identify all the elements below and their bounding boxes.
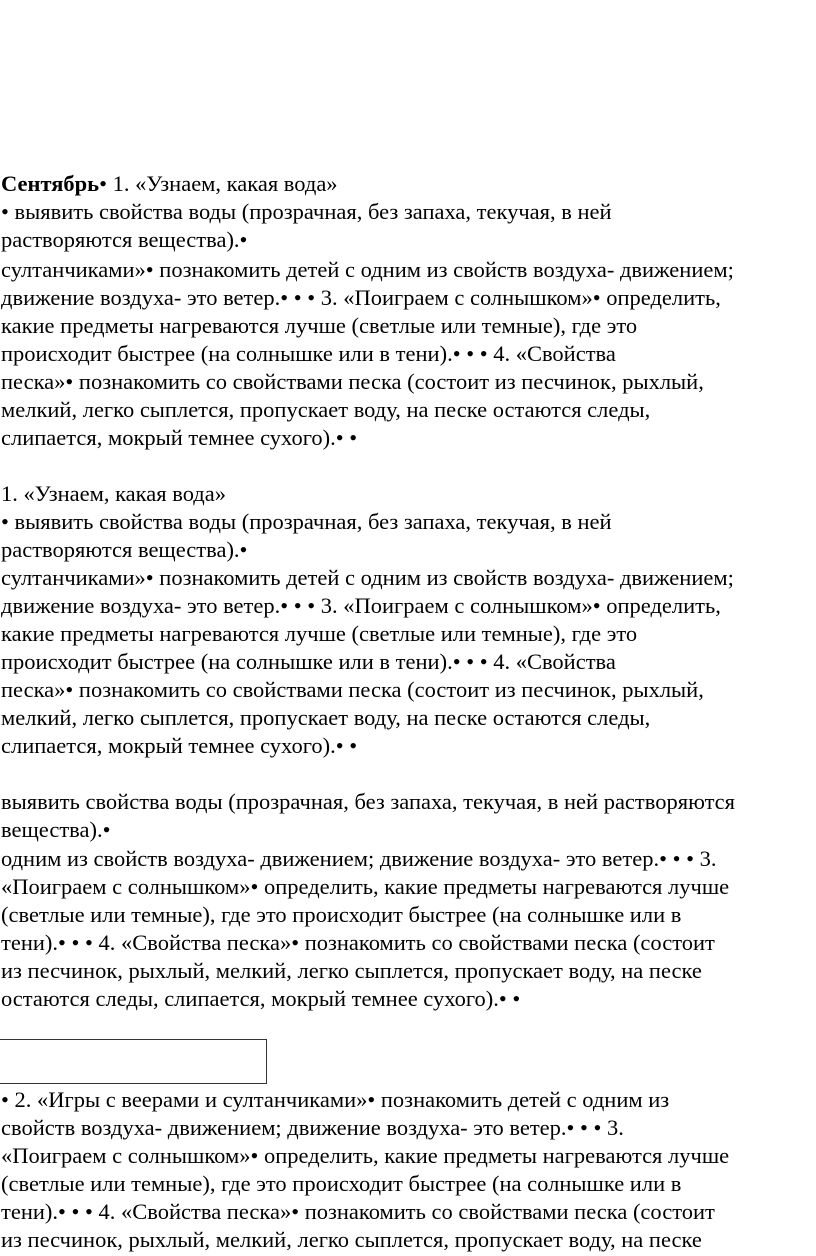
paragraph-line: 1. «Узнаем, какая вода» xyxy=(1,481,226,506)
paragraph-line: остаются следы, слипается, мокрый темнее сухого).• • xyxy=(1,986,521,1011)
paragraph-line: • 2. «Игры с веерами и султанчиками»• познакомить детей с одним из xyxy=(1,1087,670,1112)
paragraph-line: движение воздуха- это ветер.• • • 3. «Поиграем с солнышком»• определить, xyxy=(1,593,721,618)
paragraph-line: мелкий, легко сыплется, пропускает воду, на песке остаются следы, xyxy=(1,705,651,730)
month-heading: Сентябрь xyxy=(1,171,100,196)
paragraph-line: выявить свойства воды (прозрачная, без запаха, текучая, в ней растворяются xyxy=(1,789,736,814)
paragraph-line: султанчиками»• познакомить детей с одним из свойств воздуха- движением; xyxy=(1,257,734,282)
paragraph-line: растворяются вещества).• xyxy=(1,537,248,562)
paragraph-line: тени).• • • 4. «Свойства песка»• познакомить со свойствами песка (состоит xyxy=(1,930,715,955)
paragraph-line: вещества).• xyxy=(1,817,111,842)
paragraph-line: мелкий, легко сыплется, пропускает воду, на песке остаются следы, xyxy=(1,397,651,422)
paragraph-line: из песчинок, рыхлый, мелкий, легко сыплется, пропускает воду, на песке xyxy=(1,1227,702,1252)
paragraph-line: (светлые или темные), где это происходит быстрее (на солнышке или в xyxy=(1,902,682,927)
paragraph-line: какие предметы нагреваются лучше (светлые или темные), где это xyxy=(1,313,638,338)
paragraph-line: (светлые или темные), где это происходит быстрее (на солнышке или в xyxy=(1,1171,682,1196)
paragraph-line: происходит быстрее (на солнышке или в тени).• • • 4. «Свойства xyxy=(1,649,616,674)
paragraph-line: слипается, мокрый темнее сухого).• • xyxy=(1,425,358,450)
paragraph-line xyxy=(1,170,338,198)
paragraph-line: тени).• • • 4. «Свойства песка»• познакомить со свойствами песка (состоит xyxy=(1,1199,715,1224)
paragraph-line: песка»• познакомить со свойствами песка (состоит из песчинок, рыхлый, xyxy=(1,677,704,702)
paragraph-line: движение воздуха- это ветер.• • • 3. «Поиграем с солнышком»• определить, xyxy=(1,285,721,310)
paragraph-line: растворяются вещества).• xyxy=(1,227,248,252)
activity-title: • 1. «Узнаем, какая вода» xyxy=(99,171,338,196)
paragraph-line: «Поиграем с солнышком»• определить, какие предметы нагреваются лучше xyxy=(1,874,730,899)
paragraph-line: султанчиками»• познакомить детей с одним из свойств воздуха- движением; xyxy=(1,565,734,590)
paragraph-line: слипается, мокрый темнее сухого).• • xyxy=(1,733,358,758)
paragraph-line: свойств воздуха- движением; движение воздуха- это ветер.• • • 3. xyxy=(1,1115,624,1140)
paragraph-line: одним из свойств воздуха- движением; движение воздуха- это ветер.• • • 3. xyxy=(1,846,717,871)
paragraph-line: из песчинок, рыхлый, мелкий, легко сыплется, пропускает воду, на песке xyxy=(1,958,702,983)
paragraph-line: происходит быстрее (на солнышке или в тени).• • • 4. «Свойства xyxy=(1,341,616,366)
paragraph-line: какие предметы нагреваются лучше (светлые или темные), где это xyxy=(1,621,638,646)
empty-frame xyxy=(0,1039,267,1084)
paragraph-line: «Поиграем с солнышком»• определить, какие предметы нагреваются лучше xyxy=(1,1143,730,1168)
paragraph-line: • выявить свойства воды (прозрачная, без запаха, текучая, в ней xyxy=(1,199,612,224)
paragraph-line: • выявить свойства воды (прозрачная, без запаха, текучая, в ней xyxy=(1,509,612,534)
paragraph-line: песка»• познакомить со свойствами песка (состоит из песчинок, рыхлый, xyxy=(1,369,704,394)
